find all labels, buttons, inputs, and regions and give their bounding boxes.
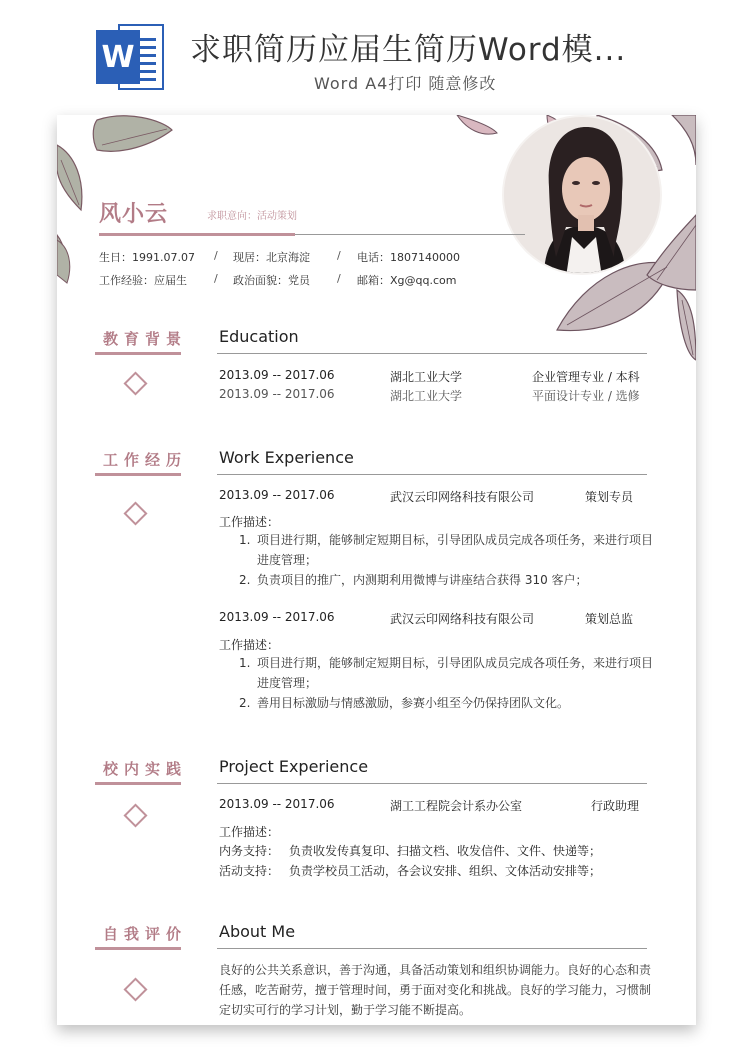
job-desc-label: 工作描述： bbox=[219, 515, 280, 529]
section-underline bbox=[95, 473, 181, 476]
job-role: 策划专员 bbox=[585, 490, 634, 504]
job-role: 策划总监 bbox=[585, 612, 634, 626]
section-divider bbox=[217, 353, 647, 354]
section-divider bbox=[217, 474, 647, 475]
page-title: 求职简历应届生简历Word模... bbox=[190, 32, 627, 68]
leaf-decoration-left bbox=[57, 235, 87, 285]
name-divider bbox=[295, 234, 525, 235]
project-date: 2013.09 -- 2017.06 bbox=[219, 797, 335, 811]
section-title-education: 教育背景 bbox=[103, 330, 188, 348]
section-title-en-about: About Me bbox=[219, 922, 296, 941]
about-line: 定切实可行的学习计划，勤于学习能不断提高。 bbox=[219, 1003, 472, 1017]
edu-date: 2013.09 -- 2017.06 bbox=[219, 368, 335, 382]
job-item-line: 进度管理； bbox=[257, 676, 318, 690]
section-title-en-education: Education bbox=[219, 327, 299, 346]
info-birth: 生日：1991.07.07 bbox=[99, 251, 195, 264]
job-item-line: 善用目标激励与情感激励，参赛小组至今仍保持团队文化。 bbox=[257, 696, 570, 710]
project-line-label: 内务支持： bbox=[219, 844, 280, 858]
section-underline bbox=[95, 782, 181, 785]
section-title-en-project: Project Experience bbox=[219, 757, 369, 776]
project-role: 行政助理 bbox=[591, 799, 640, 813]
section-title-work: 工作经历 bbox=[103, 451, 188, 469]
edu-school: 湖北工业大学 bbox=[390, 389, 463, 403]
section-title-en-work: Work Experience bbox=[219, 448, 354, 467]
diamond-icon bbox=[123, 371, 147, 395]
word-document-icon bbox=[96, 22, 166, 92]
job-company: 武汉云印网络科技有限公司 bbox=[390, 612, 535, 626]
job-item-line: 进度管理； bbox=[257, 553, 318, 567]
edu-date: 2013.09 -- 2017.06 bbox=[219, 387, 335, 401]
section-title-about: 自我评价 bbox=[103, 925, 188, 943]
portrait-icon bbox=[504, 117, 662, 275]
candidate-name: 风小云 bbox=[99, 202, 169, 227]
project-line-text: 负责收发传真复印、扫描文档、收发信件、文件、快递等； bbox=[289, 844, 602, 858]
job-company: 武汉云印网络科技有限公司 bbox=[390, 490, 535, 504]
section-divider bbox=[217, 783, 647, 784]
name-underline bbox=[99, 233, 295, 236]
edu-major: 企业管理专业 / 本科 bbox=[532, 370, 640, 384]
list-number: 2. bbox=[239, 696, 251, 710]
job-item-line: 负责项目的推广，内测期利用微博与讲座结合获得 310 客户； bbox=[257, 573, 588, 587]
page-subtitle: Word A4打印 随意修改 bbox=[314, 74, 497, 93]
info-email: 邮箱：Xg@qq.com bbox=[357, 274, 457, 287]
job-desc-label: 工作描述： bbox=[219, 638, 280, 652]
info-experience: 工作经验：应届生 bbox=[99, 274, 187, 287]
job-date: 2013.09 -- 2017.06 bbox=[219, 488, 335, 502]
diamond-icon bbox=[123, 803, 147, 827]
info-separator: / bbox=[214, 272, 218, 285]
info-residence: 现居：北京海淀 bbox=[233, 251, 310, 264]
project-desc-label: 工作描述： bbox=[219, 825, 280, 839]
info-separator: / bbox=[214, 249, 218, 262]
resume-sheet bbox=[57, 115, 696, 1025]
diamond-icon bbox=[123, 977, 147, 1001]
section-divider bbox=[217, 948, 647, 949]
project-line-label: 活动支持： bbox=[219, 864, 280, 878]
section-title-project: 校内实践 bbox=[103, 760, 188, 778]
job-item-line: 项目进行期，能够制定短期目标，引导团队成员完成各项任务，来进行项目 bbox=[257, 656, 654, 670]
word-badge: W bbox=[96, 30, 140, 84]
edu-school: 湖北工业大学 bbox=[390, 370, 463, 384]
about-line: 良好的公共关系意识，善于沟通，具备活动策划和组织协调能力。良好的心态和责 bbox=[219, 963, 652, 977]
info-politics: 政治面貌：党员 bbox=[233, 274, 310, 287]
project-line-text: 负责学校员工活动，各会议安排、组织、文体活动安排等； bbox=[289, 864, 602, 878]
info-separator: / bbox=[337, 249, 341, 262]
job-item-line: 项目进行期，能够制定短期目标，引导团队成员完成各项任务，来进行项目 bbox=[257, 533, 654, 547]
job-intention: 求职意向：活动策划 bbox=[207, 211, 297, 222]
about-line: 任感，吃苦耐劳，擅于管理时间，勇于面对变化和挑战。良好的学习能力，习惯制 bbox=[219, 983, 652, 997]
list-number: 1. bbox=[239, 656, 251, 670]
list-number: 2. bbox=[239, 573, 251, 587]
info-separator: / bbox=[337, 272, 341, 285]
list-number: 1. bbox=[239, 533, 251, 547]
job-date: 2013.09 -- 2017.06 bbox=[219, 610, 335, 624]
section-underline bbox=[95, 352, 181, 355]
info-phone: 电话：1807140000 bbox=[357, 251, 460, 264]
project-org: 湖工工程院会计系办公室 bbox=[390, 799, 523, 813]
banner bbox=[0, 0, 750, 108]
edu-major: 平面设计专业 / 选修 bbox=[532, 389, 640, 403]
section-underline bbox=[95, 947, 181, 950]
avatar bbox=[502, 115, 662, 275]
diamond-icon bbox=[123, 501, 147, 525]
